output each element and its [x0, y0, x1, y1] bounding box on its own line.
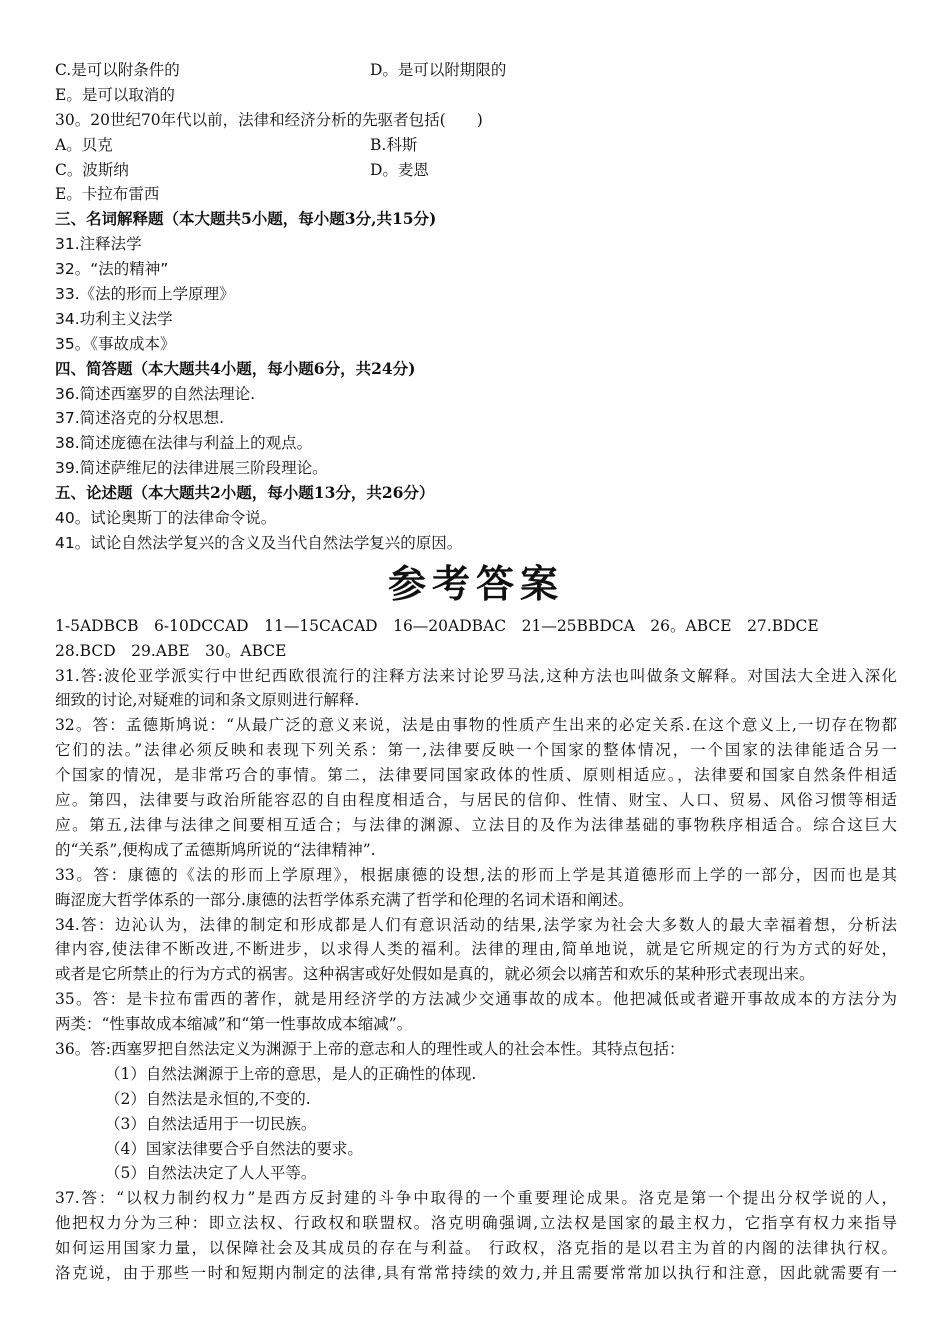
essay-item: 41。试论自然法学复兴的含义及当代自然法学复兴的原因。: [55, 533, 463, 552]
answer-line: 洛克说，由于那些一时和短期内制定的法律,具有常常持续的效力,并且需要常常加以执行和注意，因此就需要有一: [55, 1263, 897, 1282]
answer-line: 细致的讨论,对疑难的词和条文原则进行解释.: [55, 691, 360, 710]
short-answer-item: 39.简述萨维尼的法律进展三阶段理论。: [55, 459, 328, 478]
answer-line: 如何运用国家力量，以保障社会及其成员的存在与利益。 行政权，洛克指的是以君主为首的内阁的法律执行权。: [55, 1239, 897, 1258]
answer-34: [55, 913, 897, 988]
answer-33: [55, 863, 897, 913]
option-e: E。是可以取消的: [55, 85, 175, 104]
term-item: 35。《事故成本》: [55, 334, 176, 353]
short-answer-item: 38.简述庞德在法律与利益上的观点。: [55, 434, 313, 453]
answer-31: [55, 664, 897, 714]
term-item: 33.《法的形而上学原理》: [55, 285, 235, 304]
question-30-stem: 30。20世纪70年代以前，法律和经济分析的先驱者包括( ): [55, 110, 483, 129]
answer-keys-line: 28.BCD 29.ABE 30。ABCE: [55, 641, 287, 660]
answer-37: [55, 1186, 897, 1286]
answer-line: 37.答：“以权力制约权力”是西方反封建的斗争中取得的一个重要理论成果。洛克是第一个提出分权学说的人，: [55, 1189, 897, 1208]
answer-line: 的“关系”,便构成了孟德斯鸠所说的“法律精神”.: [55, 840, 376, 859]
answer-line: 33。答：康德的《法的形而上学原理》，根据康德的设想,法的形而上学是其道德形而上学的一部分，因而也是其: [55, 865, 897, 884]
section-4-heading: 四、简答题（本大题共4小题，每小题6分，共24分): [55, 358, 416, 378]
answer-line: 它们的法。”法律必须反映和表现下列关系：第一,法律要反映一个国家的整体情况，一个国家的法律能适合另一: [55, 741, 897, 760]
term-item: 34.功利主义法学: [55, 309, 173, 328]
answer-key-title: 参考答案: [387, 560, 564, 606]
answer-point: （2）自然法是永恒的,不变的.: [105, 1089, 311, 1108]
option-a: A。贝克: [55, 135, 113, 154]
essay-item: 40。试论奥斯丁的法律命令说。: [55, 509, 277, 528]
answer-line: 或者是它所禁止的行为方式的祸害。这种祸害或好处假如是真的，就必须会以痛苦和欢乐的某种形式表现出来。: [55, 965, 815, 984]
q30-options-row-2: [55, 158, 897, 183]
option-c: C。波斯纳: [55, 160, 129, 179]
option-e: E。卡拉布雷西: [55, 185, 160, 204]
answer-point: （5）自然法决定了人人平等。: [105, 1164, 317, 1183]
answer-line: 个国家的情况，是非常巧合的事情。第二，法律要同国家政体的性质、原则相适应。，法律要和国家自然条件相适: [55, 766, 897, 785]
section-5-heading: 五、论述题（本大题共2小题，每小题13分，共26分）: [55, 483, 435, 503]
answer-point: （1）自然法渊源于上帝的意思，是人的正确性的体现.: [105, 1064, 477, 1083]
option-c: C.是可以附条件的: [55, 61, 180, 79]
option-d: D。是可以附期限的: [370, 61, 507, 79]
q29-options-row: [55, 58, 897, 83]
answer-35: [55, 987, 897, 1037]
answer-32: [55, 713, 897, 862]
answer-line: 两类：“性事故成本缩减”和“第一性事故成本缩减”。: [55, 1015, 413, 1034]
option-d: D。麦恩: [370, 160, 429, 179]
answer-point: （4）国家法律要合乎自然法的要求。: [105, 1139, 363, 1158]
answer-line: 应。第五,法律与法律之间要相互适合；与法律的渊源、立法目的及作为法律基础的事物秩序相适合。综合这巨大: [55, 815, 897, 834]
answer-point: （3）自然法适用于一切民族。: [105, 1114, 317, 1133]
answer-line: 34.答：边沁认为，法律的制定和形成都是人们有意识活动的结果,法学家为社会大多数人的最大幸福着想，分析法: [55, 915, 897, 934]
section-3-heading: 三、名词解释题（本大题共5小题，每小题3分,共15分): [55, 209, 437, 229]
answer-line: 晦涩庞大哲学体系的一部分.康德的法哲学体系充满了哲学和伦理的名词术语和阐述。: [55, 890, 634, 909]
exam-page: [55, 58, 897, 1286]
answer-line: 31.答:波伦亚学派实行中世纪西欧很流行的注释方法来讨论罗马法,这种方法也叫做条文解释。对国法大全进入深化: [55, 666, 897, 685]
answer-line: 32。答：孟德斯鸠说：“从最广泛的意义来说，法是由事物的性质产生出来的必定关系.在这个意义上,一切存在物都: [55, 716, 897, 735]
answer-keys-line: 1-5ADBCB 6-10DCCAD 11—15CACAD 16—20ADBAC 21—25BBDCA 26。ABCE 27.BDCE: [55, 616, 819, 635]
answer-line: 他把权力分为三种：即立法权、行政权和联盟权。洛克明确强调,立法权是国家的最主权力，它指享有权力来指导: [55, 1214, 897, 1233]
term-item: 31.注释法学: [55, 235, 142, 254]
answer-line: 律内容,使法律不断改进,不断进步，以求得人类的福利。法律的理由,简单地说，就是它所规定的行为方式的好处，: [55, 940, 897, 959]
short-answer-item: 36.简述西塞罗的自然法理论.: [55, 384, 256, 403]
term-item: 32。“法的精神”: [55, 260, 169, 279]
answer-36: [55, 1037, 897, 1186]
answer-line: 35。答：是卡拉布雷西的著作，就是用经济学的方法减少交通事故的成本。他把减低或者避开事故成本的方法分为: [55, 990, 897, 1009]
option-b: B.科斯: [370, 135, 418, 154]
short-answer-item: 37.简述洛克的分权思想.: [55, 409, 225, 428]
q30-options-row-1: [55, 133, 897, 158]
answer-line: 36。答:西塞罗把自然法定义为渊源于上帝的意志和人的理性或人的社会本性。其特点包括：: [55, 1039, 685, 1058]
answer-line: 应。第四，法律要与政治所能容忍的自由程度相适合，与居民的信仰、性情、财宝、人口、贸易、风俗习惯等相适: [55, 791, 897, 810]
